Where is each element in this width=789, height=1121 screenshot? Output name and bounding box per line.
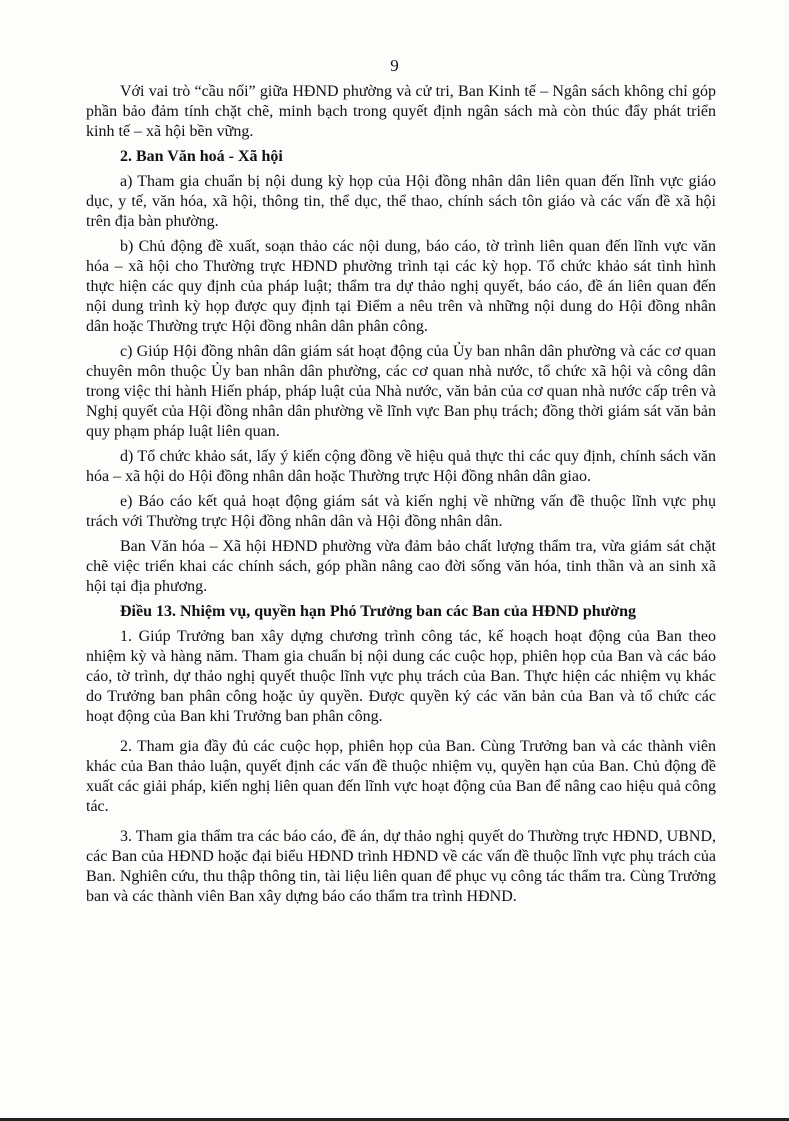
paragraph-summary: Ban Văn hóa – Xã hội HĐND phường vừa đảm bảo chất lượng thẩm tra, vừa giám sát chặt chẽ việc triển khai các chính sách, góp phần nâng cao đời sống văn hóa, tinh thần và an sinh xã hội tại địa phương. [86, 538, 716, 595]
heading-ban-van-hoa-xa-hoi: 2. Ban Văn hoá - Xã hội [120, 148, 283, 165]
document-body [86, 82, 716, 912]
paragraph-item-c: c) Giúp Hội đồng nhân dân giám sát hoạt động của Ủy ban nhân dân phường và các cơ quan chuyên môn thuộc Ủy ban nhân dân phường, các cơ quan nhà nước, tổ chức xã hội và công dân trong việc thi hành Hiến pháp, pháp luật của Nhà nước, văn bản của cơ quan nhà nước cấp trên và Nghị quyết của Hội đồng nhân dân phường về lĩnh vực Ban phụ trách; đồng thời giám sát văn bản quy phạm pháp luật liên quan. [86, 343, 716, 440]
paragraph-intro: Với vai trò “cầu nối” giữa HĐND phường và cử tri, Ban Kinh tế – Ngân sách không chỉ góp phần bảo đảm tính chặt chẽ, minh bạch trong quyết định ngân sách mà còn thúc đẩy phát triển kinh tế – xã hội bền vững. [86, 83, 716, 140]
paragraph-clause-1: 1. Giúp Trưởng ban xây dựng chương trình công tác, kế hoạch hoạt động của Ban theo nhiệm kỳ và hàng năm. Tham gia chuẩn bị nội dung các cuộc họp, phiên họp của Ban và các báo cáo, tờ trình, dự thảo nghị quyết thuộc lĩnh vực phụ trách của Ban. Thực hiện các nhiệm vụ khác do Trưởng ban phân công hoặc ủy quyền. Được quyền ký các văn bản của Ban và tổ chức các hoạt động của Ban khi Trưởng ban phân công. [86, 628, 716, 725]
paragraph-item-e: e) Báo cáo kết quả hoạt động giám sát và kiến nghị về những vấn đề thuộc lĩnh vực phụ trách với Thường trực Hội đồng nhân dân và Hội đồng nhân dân. [86, 493, 716, 530]
paragraph-clause-2: 2. Tham gia đầy đủ các cuộc họp, phiên họp của Ban. Cùng Trưởng ban và các thành viên khác của Ban thảo luận, quyết định các vấn đề thuộc nhiệm vụ, quyền hạn của Ban. Chủ động đề xuất các giải pháp, kiến nghị liên quan đến lĩnh vực hoạt động của Ban để nâng cao hiệu quả công tác. [86, 738, 716, 815]
paragraph-item-a: a) Tham gia chuẩn bị nội dung kỳ họp của Hội đồng nhân dân liên quan đến lĩnh vực giáo dục, y tế, văn hóa, xã hội, thông tin, thể dục, thể thao, chính sách tôn giáo và các vấn đề xã hội trên địa bàn phường. [86, 173, 716, 230]
heading-dieu-13: Điều 13. Nhiệm vụ, quyền hạn Phó Trưởng ban các Ban của HĐND phường [120, 603, 636, 620]
page-number: 9 [390, 56, 399, 75]
paragraph-item-d: d) Tổ chức khảo sát, lấy ý kiến cộng đồng về hiệu quả thực thi các quy định, chính sách văn hóa – xã hội do Hội đồng nhân dân hoặc Thường trực Hội đồng nhân dân giao. [86, 448, 716, 485]
paragraph-item-b: b) Chủ động đề xuất, soạn thảo các nội dung, báo cáo, tờ trình liên quan đến lĩnh vực văn hóa – xã hội cho Thường trực HĐND phường trình tại các kỳ họp. Tổ chức khảo sát tình hình thực hiện các quy định của pháp luật; thẩm tra dự thảo nghị quyết, báo cáo, đề án liên quan đến nội dung trình kỳ họp được quy định tại Điểm a nêu trên và những nội dung do Hội đồng nhân dân hoặc Thường trực Hội đồng nhân dân phân công. [86, 238, 716, 335]
paragraph-clause-3: 3. Tham gia thẩm tra các báo cáo, đề án, dự thảo nghị quyết do Thường trực HĐND, UBND, các Ban của HĐND hoặc đại biểu HĐND trình HĐND về các vấn đề thuộc lĩnh vực phụ trách của Ban. Nghiên cứu, thu thập thông tin, tài liệu liên quan để phục vụ công tác thẩm tra. Cùng Trưởng ban và các thành viên Ban xây dựng báo cáo thẩm tra trình HĐND. [86, 828, 716, 905]
